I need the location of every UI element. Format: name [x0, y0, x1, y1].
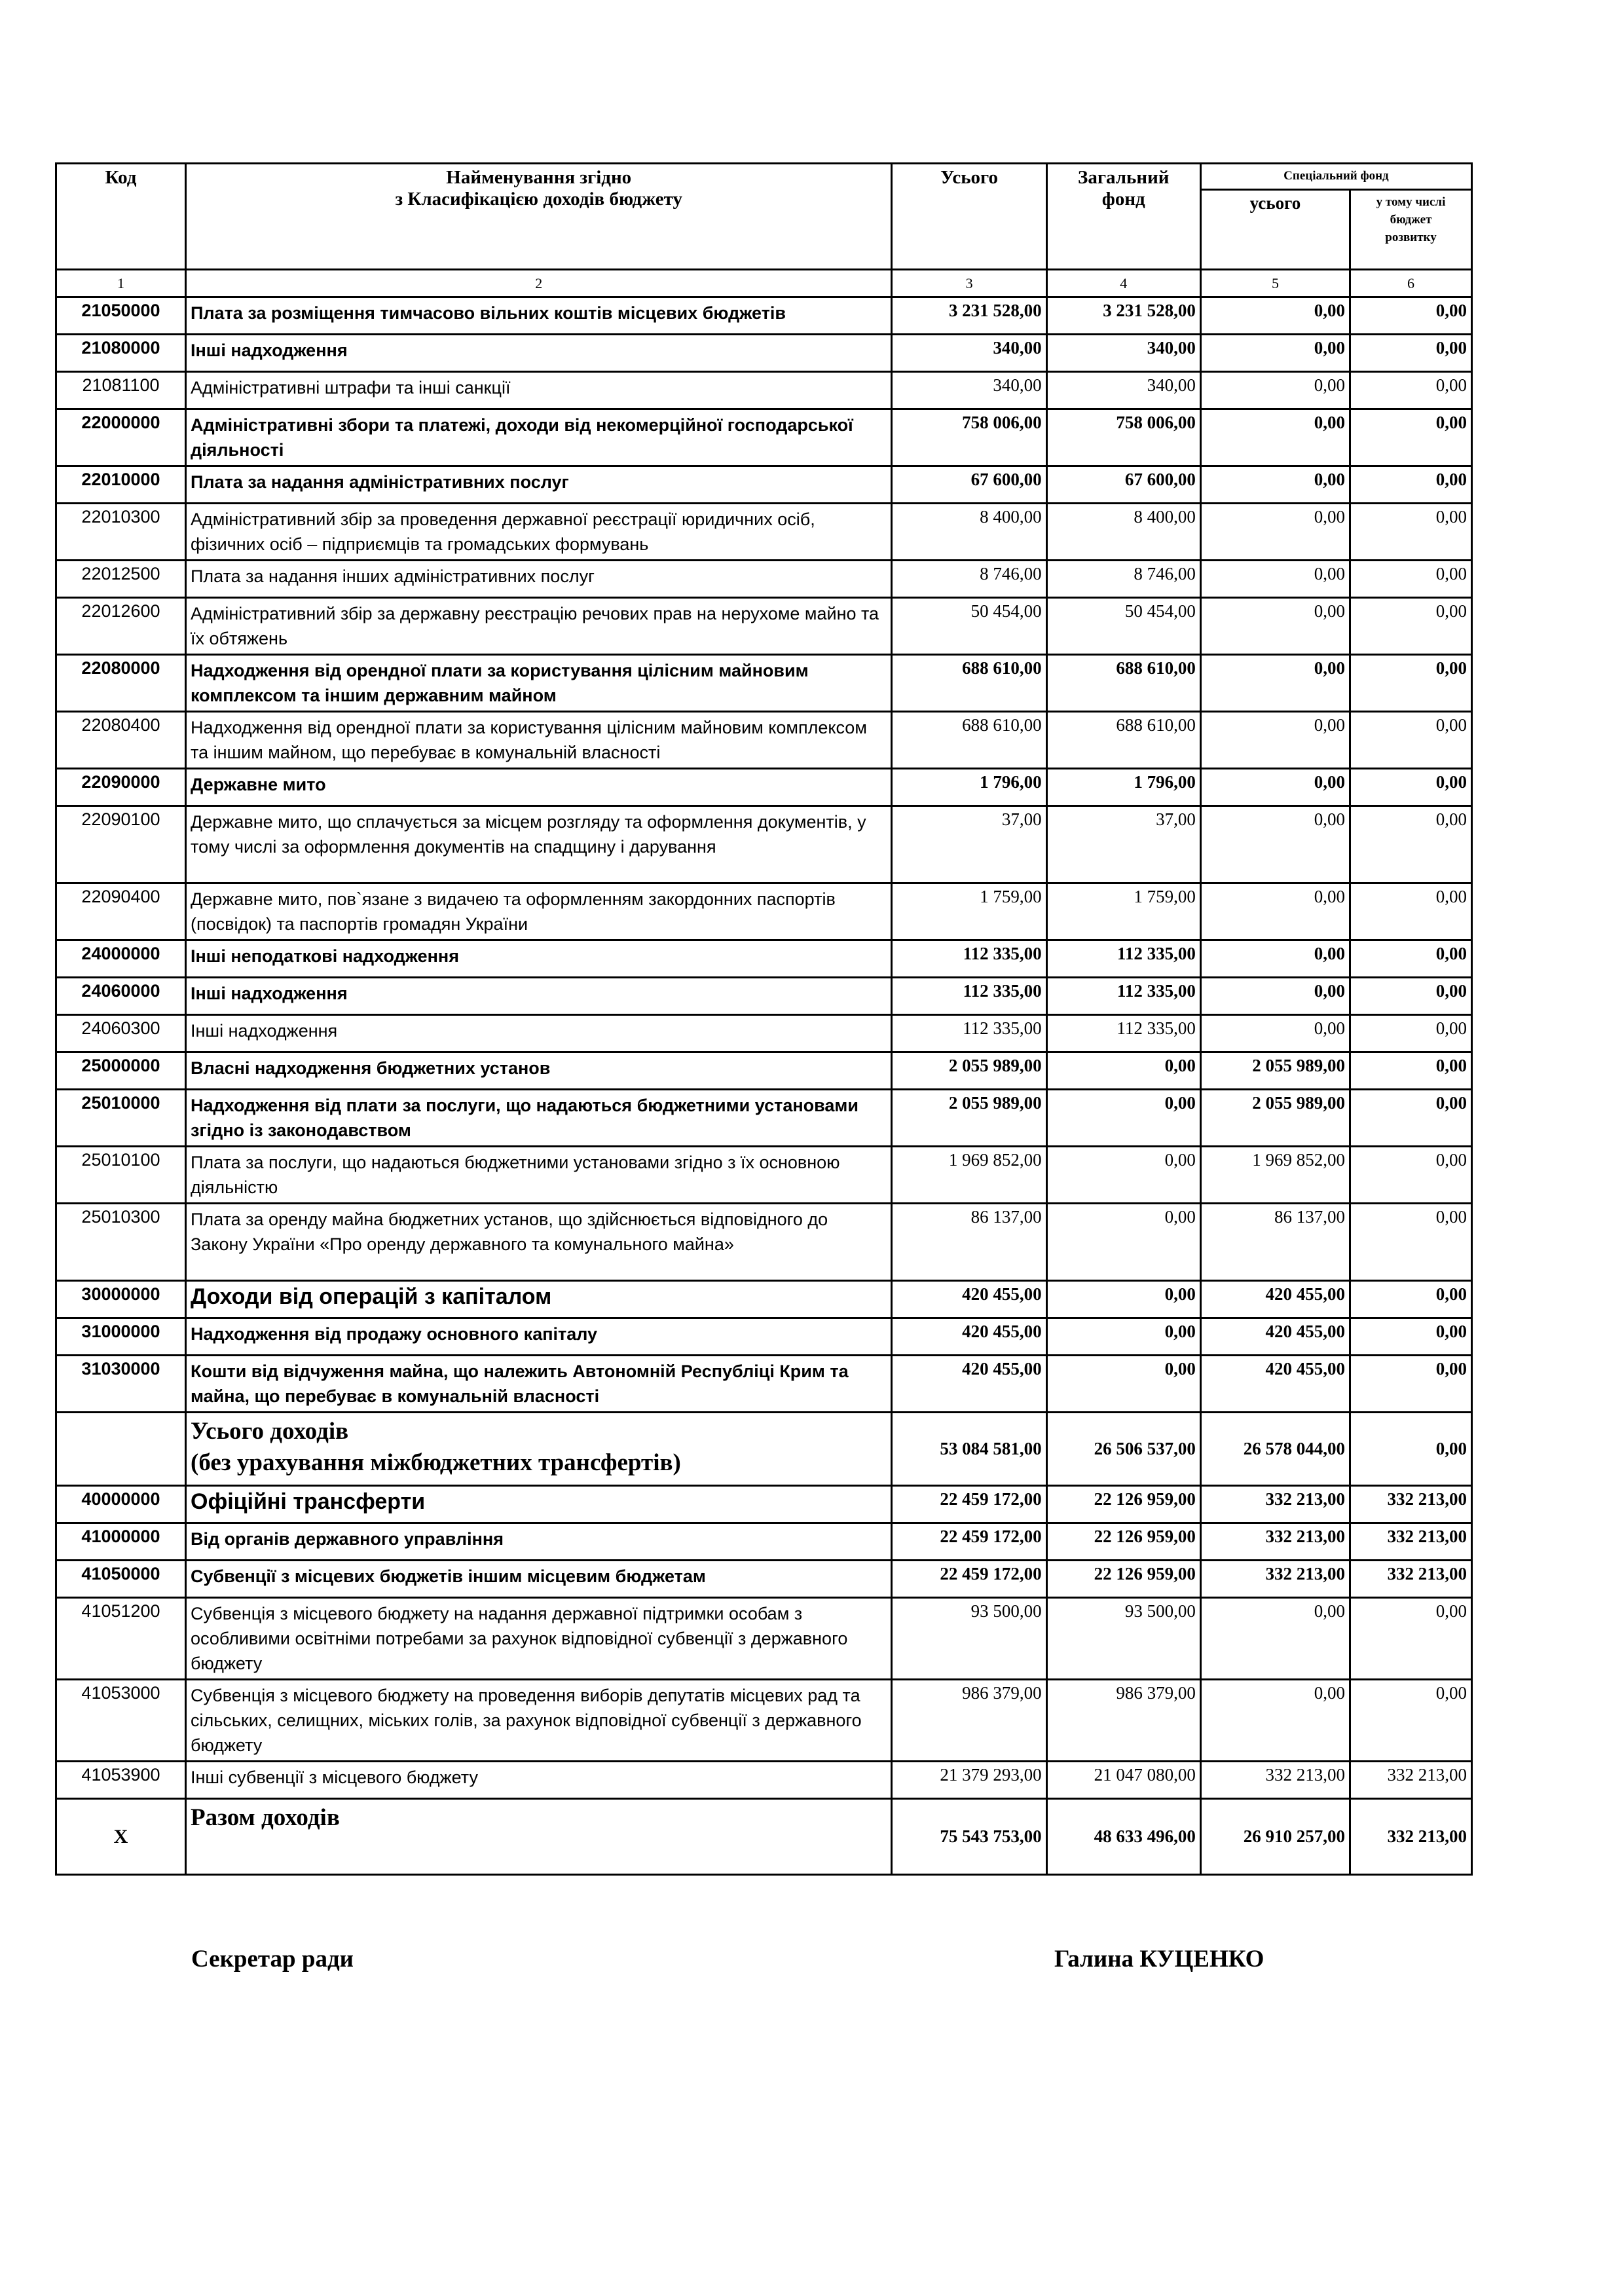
header-total: Усього	[892, 164, 1046, 270]
row-development-budget: 332 213,00	[1350, 1486, 1472, 1523]
row-general-fund: 1 759,00	[1046, 883, 1200, 940]
table-body	[56, 270, 1472, 1875]
row-code: 24000000	[56, 940, 186, 978]
row-special-fund: 0,00	[1200, 335, 1350, 372]
header-special-fund: Спеціальний фонд	[1200, 164, 1471, 190]
row-special-fund: 332 213,00	[1200, 1486, 1350, 1523]
table-row	[56, 504, 1472, 561]
row-total: 420 455,00	[892, 1318, 1046, 1356]
row-development-budget: 0,00	[1350, 769, 1472, 806]
row-code	[56, 1413, 186, 1486]
row-general-fund: 758 006,00	[1046, 409, 1200, 466]
row-total: 1 969 852,00	[892, 1147, 1046, 1204]
row-code: 41050000	[56, 1561, 186, 1598]
row-total: 8 400,00	[892, 504, 1046, 561]
row-total: 93 500,00	[892, 1598, 1046, 1680]
row-total: 688 610,00	[892, 655, 1046, 712]
row-general-fund: 8 746,00	[1046, 561, 1200, 598]
table-row	[56, 1486, 1472, 1523]
row-name: Інші надходження	[186, 335, 892, 372]
row-general-fund: 48 633 496,00	[1046, 1799, 1200, 1875]
row-development-budget: 0,00	[1350, 1318, 1472, 1356]
header-general-line2: фонд	[1101, 189, 1145, 210]
row-development-budget: 0,00	[1350, 297, 1472, 335]
table-row	[56, 769, 1472, 806]
header-code: Код	[56, 164, 186, 270]
row-code: 25010000	[56, 1090, 186, 1147]
row-special-fund: 0,00	[1200, 806, 1350, 883]
row-total: 758 006,00	[892, 409, 1046, 466]
row-general-fund: 67 600,00	[1046, 466, 1200, 504]
row-development-budget: 0,00	[1350, 1680, 1472, 1762]
row-special-fund: 332 213,00	[1200, 1762, 1350, 1799]
column-number: 3	[892, 270, 1046, 297]
row-development-budget: 0,00	[1350, 1356, 1472, 1413]
row-special-fund: 2 055 989,00	[1200, 1052, 1350, 1090]
row-special-fund: 0,00	[1200, 504, 1350, 561]
row-general-fund: 688 610,00	[1046, 712, 1200, 769]
row-code: 30000000	[56, 1281, 186, 1318]
row-code: 22012500	[56, 561, 186, 598]
row-name: Плата за оренду майна бюджетних установ, що здійснюється відповідного до Закону України «Про оренду державного та комунального майна»	[186, 1204, 892, 1281]
row-general-fund: 112 335,00	[1046, 1015, 1200, 1052]
row-name: Плата за надання адміністративних послуг	[186, 466, 892, 504]
table-row	[56, 1318, 1472, 1356]
table-row	[56, 712, 1472, 769]
row-total: 112 335,00	[892, 1015, 1046, 1052]
row-code: 22080000	[56, 655, 186, 712]
row-general-fund: 22 126 959,00	[1046, 1561, 1200, 1598]
row-name: Субвенції з місцевих бюджетів іншим місцевим бюджетам	[186, 1561, 892, 1598]
row-name-line1: Усього доходів	[191, 1418, 349, 1445]
row-code: 31000000	[56, 1318, 186, 1356]
row-name: Державне мито, що сплачується за місцем розгляду та оформлення документів, у тому числі за оформлення документів на спадщину і дарування	[186, 806, 892, 883]
row-general-fund: 0,00	[1046, 1356, 1200, 1413]
row-general-fund: 37,00	[1046, 806, 1200, 883]
row-total: 1 796,00	[892, 769, 1046, 806]
row-special-fund: 420 455,00	[1200, 1318, 1350, 1356]
row-name: Субвенція з місцевого бюджету на надання державної підтримки особам з особливими освітніми потребами за рахунок відповідної субвенції з державного бюджету	[186, 1598, 892, 1680]
row-total: 53 084 581,00	[892, 1413, 1046, 1486]
row-name: Кошти від відчуження майна, що належить Автономній Республіці Крим та майна, що перебуває в комунальній власності	[186, 1356, 892, 1413]
row-development-budget: 0,00	[1350, 940, 1472, 978]
table-row	[56, 1598, 1472, 1680]
row-code: 25000000	[56, 1052, 186, 1090]
table-row	[56, 1090, 1472, 1147]
row-code: 22000000	[56, 409, 186, 466]
row-development-budget: 0,00	[1350, 978, 1472, 1015]
row-special-fund: 0,00	[1200, 409, 1350, 466]
row-total: 3 231 528,00	[892, 297, 1046, 335]
row-code: Х	[56, 1799, 186, 1875]
row-name: Плата за послуги, що надаються бюджетними установами згідно з їх основною діяльністю	[186, 1147, 892, 1204]
row-total: 50 454,00	[892, 598, 1046, 655]
row-name: Власні надходження бюджетних установ	[186, 1052, 892, 1090]
row-development-budget: 0,00	[1350, 466, 1472, 504]
signature-name: Галина КУЦЕНКО	[1054, 1946, 1264, 1972]
row-code: 22080400	[56, 712, 186, 769]
row-total: 67 600,00	[892, 466, 1046, 504]
row-code: 22010000	[56, 466, 186, 504]
header-dev-line3: розвитку	[1385, 231, 1437, 244]
row-development-budget: 0,00	[1350, 1281, 1472, 1318]
row-code: 41053900	[56, 1762, 186, 1799]
row-total: 688 610,00	[892, 712, 1046, 769]
row-general-fund: 0,00	[1046, 1281, 1200, 1318]
row-development-budget: 0,00	[1350, 1598, 1472, 1680]
row-special-fund: 0,00	[1200, 712, 1350, 769]
row-general-fund: 21 047 080,00	[1046, 1762, 1200, 1799]
row-total: 2 055 989,00	[892, 1090, 1046, 1147]
row-code: 22012600	[56, 598, 186, 655]
row-general-fund: 93 500,00	[1046, 1598, 1200, 1680]
row-name: Інші субвенції з місцевого бюджету	[186, 1762, 892, 1799]
row-development-budget: 0,00	[1350, 1052, 1472, 1090]
header-special-total: усього	[1200, 190, 1350, 270]
header-dev-line1: у тому числі	[1376, 195, 1446, 209]
row-code: 24060000	[56, 978, 186, 1015]
table-row	[56, 1413, 1472, 1486]
table-row	[56, 1561, 1472, 1598]
header-name	[186, 164, 892, 270]
row-total: 37,00	[892, 806, 1046, 883]
column-number: 2	[186, 270, 892, 297]
row-name: Інші надходження	[186, 1015, 892, 1052]
row-code: 21080000	[56, 335, 186, 372]
row-general-fund: 112 335,00	[1046, 940, 1200, 978]
row-special-fund: 0,00	[1200, 466, 1350, 504]
row-code: 25010100	[56, 1147, 186, 1204]
row-general-fund: 340,00	[1046, 372, 1200, 409]
row-special-fund: 26 578 044,00	[1200, 1413, 1350, 1486]
table-row	[56, 1147, 1472, 1204]
row-special-fund: 332 213,00	[1200, 1523, 1350, 1561]
row-total: 420 455,00	[892, 1281, 1046, 1318]
row-development-budget: 332 213,00	[1350, 1762, 1472, 1799]
row-development-budget: 0,00	[1350, 883, 1472, 940]
row-name: Надходження від орендної плати за користування цілісним майновим комплексом та іншим майном, що перебуває в комунальній власності	[186, 712, 892, 769]
table-row	[56, 1356, 1472, 1413]
table-row	[56, 883, 1472, 940]
row-development-budget: 0,00	[1350, 1413, 1472, 1486]
header-general-line1: Загальний	[1078, 167, 1170, 188]
row-special-fund: 420 455,00	[1200, 1281, 1350, 1318]
row-special-fund: 0,00	[1200, 372, 1350, 409]
row-development-budget: 0,00	[1350, 561, 1472, 598]
row-general-fund: 986 379,00	[1046, 1680, 1200, 1762]
row-total: 112 335,00	[892, 978, 1046, 1015]
table-row	[56, 1281, 1472, 1318]
table-row	[56, 598, 1472, 655]
row-name	[186, 1413, 892, 1486]
row-code: 22090000	[56, 769, 186, 806]
row-total: 75 543 753,00	[892, 1799, 1046, 1875]
table-row	[56, 1680, 1472, 1762]
row-code: 24060300	[56, 1015, 186, 1052]
row-special-fund: 0,00	[1200, 1598, 1350, 1680]
row-total: 86 137,00	[892, 1204, 1046, 1281]
row-development-budget: 0,00	[1350, 409, 1472, 466]
column-number: 4	[1046, 270, 1200, 297]
row-general-fund: 1 796,00	[1046, 769, 1200, 806]
row-total: 986 379,00	[892, 1680, 1046, 1762]
row-code: 25010300	[56, 1204, 186, 1281]
row-special-fund: 2 055 989,00	[1200, 1090, 1350, 1147]
row-name: Разом доходів	[186, 1799, 892, 1875]
table-row	[56, 1799, 1472, 1875]
row-development-budget: 332 213,00	[1350, 1523, 1472, 1561]
row-special-fund: 420 455,00	[1200, 1356, 1350, 1413]
row-special-fund: 0,00	[1200, 940, 1350, 978]
row-name-line2: (без урахування міжбюджетних трансфертів)	[191, 1449, 681, 1476]
table-row	[56, 297, 1472, 335]
row-special-fund: 0,00	[1200, 1680, 1350, 1762]
row-name: Адміністративні збори та платежі, доходи від некомерційної господарської діяльності	[186, 409, 892, 466]
row-general-fund: 0,00	[1046, 1147, 1200, 1204]
row-name: Інші неподаткові надходження	[186, 940, 892, 978]
header-general-fund	[1046, 164, 1200, 270]
row-special-fund: 0,00	[1200, 978, 1350, 1015]
table-row	[56, 372, 1472, 409]
header-name-line2: з Класифікацією доходів бюджету	[395, 189, 683, 210]
row-development-budget: 0,00	[1350, 806, 1472, 883]
row-development-budget: 0,00	[1350, 1147, 1472, 1204]
table-row	[56, 1052, 1472, 1090]
row-development-budget: 0,00	[1350, 598, 1472, 655]
row-name: Надходження від плати за послуги, що надаються бюджетними установами згідно із законодавством	[186, 1090, 892, 1147]
row-name: Державне мито, пов`язане з видачею та оформленням закордонних паспортів (посвідок) та паспортів громадян України	[186, 883, 892, 940]
row-name: Плата за надання інших адміністративних послуг	[186, 561, 892, 598]
row-total: 22 459 172,00	[892, 1523, 1046, 1561]
table-row	[56, 1015, 1472, 1052]
row-code: 22010300	[56, 504, 186, 561]
row-code: 21050000	[56, 297, 186, 335]
column-number: 1	[56, 270, 186, 297]
row-special-fund: 332 213,00	[1200, 1561, 1350, 1598]
row-total: 22 459 172,00	[892, 1486, 1046, 1523]
row-general-fund: 0,00	[1046, 1090, 1200, 1147]
row-special-fund: 0,00	[1200, 1015, 1350, 1052]
row-special-fund: 0,00	[1200, 769, 1350, 806]
row-general-fund: 3 231 528,00	[1046, 297, 1200, 335]
row-general-fund: 112 335,00	[1046, 978, 1200, 1015]
row-total: 340,00	[892, 372, 1046, 409]
header-dev-line2: бюджет	[1390, 213, 1432, 227]
row-total: 21 379 293,00	[892, 1762, 1046, 1799]
row-code: 41053000	[56, 1680, 186, 1762]
row-name: Офіційні трансферти	[186, 1486, 892, 1523]
row-special-fund: 0,00	[1200, 561, 1350, 598]
row-name: Адміністративний збір за проведення державної реєстрації юридичних осіб, фізичних осіб – підприємців та громадських формувань	[186, 504, 892, 561]
row-special-fund: 0,00	[1200, 655, 1350, 712]
row-general-fund: 26 506 537,00	[1046, 1413, 1200, 1486]
column-numbers-row	[56, 270, 1472, 297]
row-general-fund: 340,00	[1046, 335, 1200, 372]
row-total: 112 335,00	[892, 940, 1046, 978]
signature-position: Секретар ради	[191, 1946, 354, 1972]
column-number: 6	[1350, 270, 1472, 297]
table-row	[56, 335, 1472, 372]
row-general-fund: 22 126 959,00	[1046, 1486, 1200, 1523]
table-row	[56, 466, 1472, 504]
row-total: 1 759,00	[892, 883, 1046, 940]
row-special-fund: 1 969 852,00	[1200, 1147, 1350, 1204]
row-special-fund: 0,00	[1200, 598, 1350, 655]
row-code: 31030000	[56, 1356, 186, 1413]
row-name: Адміністративні штрафи та інші санкції	[186, 372, 892, 409]
row-code: 40000000	[56, 1486, 186, 1523]
row-code: 41000000	[56, 1523, 186, 1561]
header-development-budget	[1350, 190, 1472, 270]
row-general-fund: 8 400,00	[1046, 504, 1200, 561]
revenue-table	[55, 162, 1473, 1876]
table-row	[56, 806, 1472, 883]
row-general-fund: 0,00	[1046, 1204, 1200, 1281]
table-row	[56, 655, 1472, 712]
row-code: 21081100	[56, 372, 186, 409]
row-development-budget: 0,00	[1350, 1204, 1472, 1281]
row-development-budget: 0,00	[1350, 372, 1472, 409]
row-total: 22 459 172,00	[892, 1561, 1046, 1598]
row-development-budget: 0,00	[1350, 335, 1472, 372]
row-development-budget: 0,00	[1350, 504, 1472, 561]
table-row	[56, 1762, 1472, 1799]
row-development-budget: 332 213,00	[1350, 1799, 1472, 1875]
row-name: Надходження від орендної плати за користування цілісним майновим комплексом та іншим державним майном	[186, 655, 892, 712]
row-total: 8 746,00	[892, 561, 1046, 598]
row-total: 420 455,00	[892, 1356, 1046, 1413]
row-general-fund: 0,00	[1046, 1318, 1200, 1356]
table-row	[56, 409, 1472, 466]
row-name: Інші надходження	[186, 978, 892, 1015]
table-row	[56, 978, 1472, 1015]
row-total: 2 055 989,00	[892, 1052, 1046, 1090]
table-row	[56, 940, 1472, 978]
row-development-budget: 0,00	[1350, 712, 1472, 769]
row-name: Субвенція з місцевого бюджету на проведення виборів депутатів місцевих рад та сільських, селищних, міських голів, за рахунок відповідної субвенції з державного бюджету	[186, 1680, 892, 1762]
table-row	[56, 561, 1472, 598]
row-development-budget: 332 213,00	[1350, 1561, 1472, 1598]
row-development-budget: 0,00	[1350, 1090, 1472, 1147]
header-name-line1: Найменування згідно	[446, 167, 632, 188]
row-general-fund: 22 126 959,00	[1046, 1523, 1200, 1561]
row-special-fund: 0,00	[1200, 297, 1350, 335]
table-row	[56, 1523, 1472, 1561]
row-special-fund: 86 137,00	[1200, 1204, 1350, 1281]
row-name: Надходження від продажу основного капіталу	[186, 1318, 892, 1356]
row-special-fund: 26 910 257,00	[1200, 1799, 1350, 1875]
row-name: Плата за розміщення тимчасово вільних коштів місцевих бюджетів	[186, 297, 892, 335]
table-row	[56, 1204, 1472, 1281]
row-name: Доходи від операцій з капіталом	[186, 1281, 892, 1318]
row-special-fund: 0,00	[1200, 883, 1350, 940]
row-code: 22090400	[56, 883, 186, 940]
row-total: 340,00	[892, 335, 1046, 372]
row-general-fund: 688 610,00	[1046, 655, 1200, 712]
row-development-budget: 0,00	[1350, 655, 1472, 712]
row-name: Адміністративний збір за державну реєстрацію речових прав на нерухоме майно та їх обтяжень	[186, 598, 892, 655]
row-code: 22090100	[56, 806, 186, 883]
row-code: 41051200	[56, 1598, 186, 1680]
row-name: Державне мито	[186, 769, 892, 806]
column-number: 5	[1200, 270, 1350, 297]
row-development-budget: 0,00	[1350, 1015, 1472, 1052]
row-general-fund: 0,00	[1046, 1052, 1200, 1090]
row-general-fund: 50 454,00	[1046, 598, 1200, 655]
row-name: Від органів державного управління	[186, 1523, 892, 1561]
